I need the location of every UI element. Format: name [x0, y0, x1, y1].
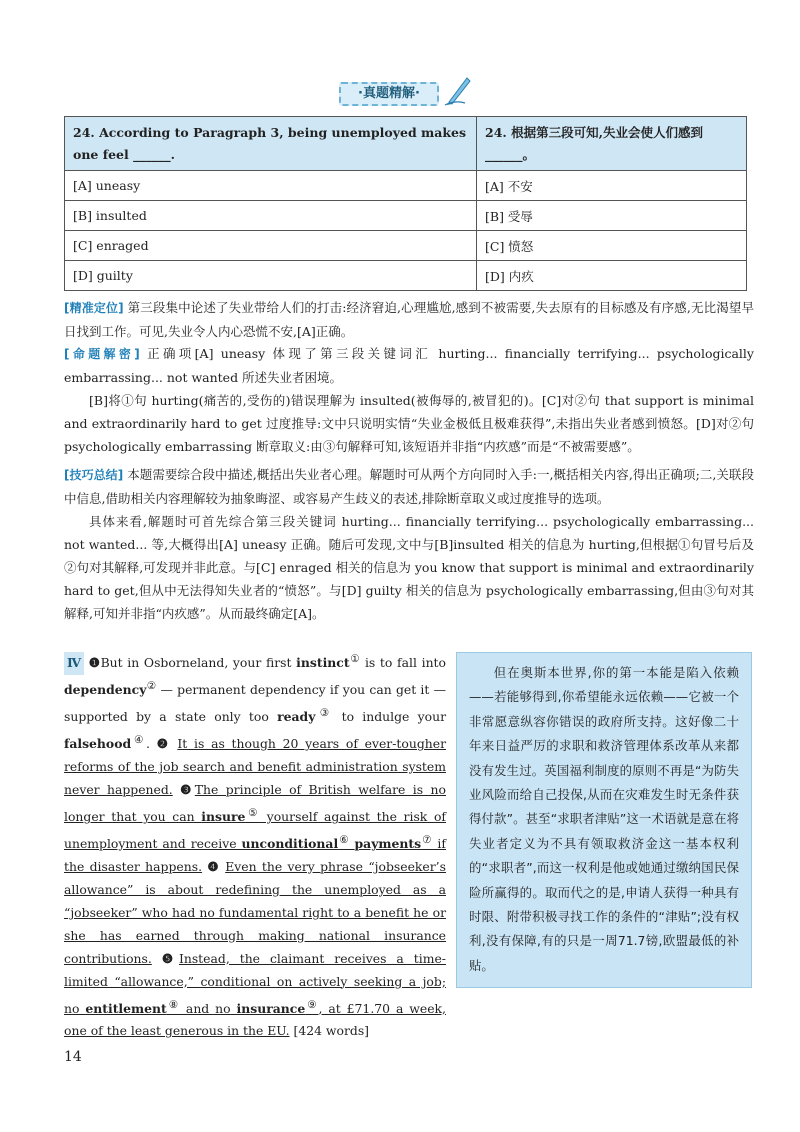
keyword-note: ⑨	[305, 998, 319, 1011]
keyword-note: ⑧	[166, 998, 180, 1011]
paragraph-number: Ⅳ	[64, 652, 84, 675]
keyword-note: ①	[349, 653, 361, 665]
locate-text: 第三段集中论述了失业带给人们的打击:经济窘迫,心理尴尬,感到不被需要,失去原有的目标感及有序感,无比渴望早日找到工作。可见,失业令人内心恐慌不安,[A]正确。	[64, 300, 754, 339]
keyword: dependency	[64, 682, 147, 698]
keyword-note: ②	[146, 680, 157, 693]
keyword-note: ⑤	[245, 806, 261, 819]
sentence-text: It is as though 20 years of ever-tougher reforms of the job search and benefit administration system never happened.	[64, 736, 447, 798]
keyword: unconditional	[241, 836, 339, 852]
option-en: [A] uneasy	[65, 171, 477, 201]
sentence-text: , at £71.70 a week, one of the least generous in the EU.	[64, 1000, 446, 1039]
keyword: instinct	[296, 655, 350, 671]
sentence-marker: ❸	[180, 782, 195, 798]
keyword-note: ④	[131, 734, 147, 747]
keyword: insure	[201, 809, 246, 825]
sentence-text: But in Osborneland, your first	[100, 655, 297, 671]
sentence-text: Instead, the claimant receives a time-limited “allowance,” conditional on actively seeking a job; no	[64, 950, 446, 1016]
keyword: entitlement	[85, 1000, 167, 1016]
analysis-locate	[64, 296, 754, 343]
analysis-decode	[64, 342, 754, 458]
sentence-marker: ❺	[161, 950, 179, 966]
section-banner: ·真题精解·	[339, 82, 439, 106]
sentence-marker: ❹	[207, 859, 220, 874]
option-en: [B] insulted	[65, 201, 477, 231]
option-en: [C] enraged	[65, 231, 477, 261]
sentence-text: and no	[180, 1000, 237, 1016]
keyword-note: ③	[315, 707, 334, 720]
keyword: payments	[354, 836, 422, 852]
option-zh: [A] 不安	[477, 171, 747, 201]
option-zh: [D] 内疚	[477, 261, 747, 291]
option-zh: [C] 愤怒	[477, 231, 747, 261]
translation-text: 但在奥斯本世界,你的第一本能是陷入依赖——若能够得到,你希望能永远依赖——它被一个非常愿意纵容你错误的政府所支持。这好像二十年来日益严厉的求职和救济管理体系改革从来都没有发生过。英国福利制度的原则不再是“为防失业风险而给自己投保,从而在灾难发生时无条件获得付款”。甚至“求职者津贴”这一术语就是意在将失业者定义为不具有领取救济金这一基本权利的“求职者”,而这一权利是他或她通过缴纳国民保险所赢得的。取而代之的是,申请人获得一种具有时限、附带积极寻找工作的条件的“津贴”;没有权利,没有保障,有的只是一周71.7镑,欧盟最低的补贴。	[469, 665, 739, 973]
sentence-text: yourself against the risk of unemployment and receive	[64, 809, 447, 852]
word-count: [424 words]	[293, 1023, 370, 1039]
skill-text: 本题需要综合段中描述,概括出失业者心理。解题时可从两个方向同时入手:一,概括相关内容,得出正确项;二,关联段中信息,借助相关内容理解较为抽象晦涩、或容易产生歧义的表述,排除断章取义或过度推导的选项。	[64, 467, 754, 506]
sentence-marker: ❷	[156, 736, 171, 752]
keyword-note: ⑦	[421, 833, 433, 846]
passage-paragraph	[64, 648, 446, 1043]
option-zh: [B] 受辱	[477, 201, 747, 231]
skill-tag: [技巧总结]	[64, 468, 124, 482]
sentence-text: The principle of British welfare is no longer that you can	[64, 782, 446, 825]
translation-box	[456, 652, 752, 988]
page-number: 14	[64, 1049, 82, 1065]
question-table	[64, 116, 747, 291]
sentence-text: Even the very phrase “jobseeker’s allowance” is about redefining the unemployed as a “jobseeker” who had no fundamental right to a benefit he or she has earned through making national insurance contributions.	[64, 859, 446, 966]
pen-icon	[443, 72, 473, 106]
keyword-note: ⑥	[338, 833, 350, 846]
question-stem-en: 24. According to Paragraph 3, being unemployed makes one feel ______.	[65, 117, 477, 171]
keyword: ready	[277, 709, 316, 725]
sentence-text: .	[146, 736, 150, 752]
decode-tag: [命题解密]	[64, 347, 140, 361]
sentence-marker: ❶	[88, 655, 101, 671]
keyword: falsehood	[64, 736, 132, 752]
sentence-text: to indulge your	[333, 709, 447, 725]
locate-tag: [精准定位]	[64, 301, 124, 315]
keyword: insurance	[236, 1000, 306, 1016]
option-en: [D] guilty	[65, 261, 477, 291]
decode-text-2: [B]将①句 hurting(痛苦的,受伤的)错误理解为 insulted(被侮辱的,被冒犯的)。[C]对②句 that support is minimal and extraordinarily hard to get 过度推导:文中只说明实情“失业金极低且极难获得”,未指出失业者感到愤怒。[D]对②句 psychologically embarrassing 断章取义:由③句解释可知,该短语并非指“内疚感”而是“不被需要感”。	[64, 393, 754, 454]
decode-text: 正确项[A] uneasy 体现了第三段关键词汇 hurting... financially terrifying... psychologically embarrassing... not wanted 所述失业者困境。	[64, 346, 754, 385]
analysis-skill	[64, 463, 754, 625]
sentence-text: — permanent dependency if you can get it — supported by a state only too	[64, 682, 447, 725]
question-stem-zh: 24. 根据第三段可知,失业会使人们感到______。	[477, 117, 747, 171]
sentence-text: if the disaster happens.	[64, 836, 446, 874]
skill-text-2: 具体来看,解题时可首先综合第三段关键词 hurting... financially terrifying... psychologically embarrassing... not wanted... 等,大概得出[A] uneasy 正确。随后可发现,文中与[B]insulted 相关的信息为 hurting,但根据①句冒号后及②句对其解释,可发现并非此意。与[C] enraged 相关的信息为 you know that support is minimal and extraordinarily hard to get,但从中无法得知失业者的“愤怒”。与[D] guilty 相关的信息为 psychologically embarrassing,但由③句对其解释,可知并非指“内疚感”。从而最终确定[A]。	[64, 514, 754, 621]
sentence-text: is to fall into	[360, 655, 446, 671]
